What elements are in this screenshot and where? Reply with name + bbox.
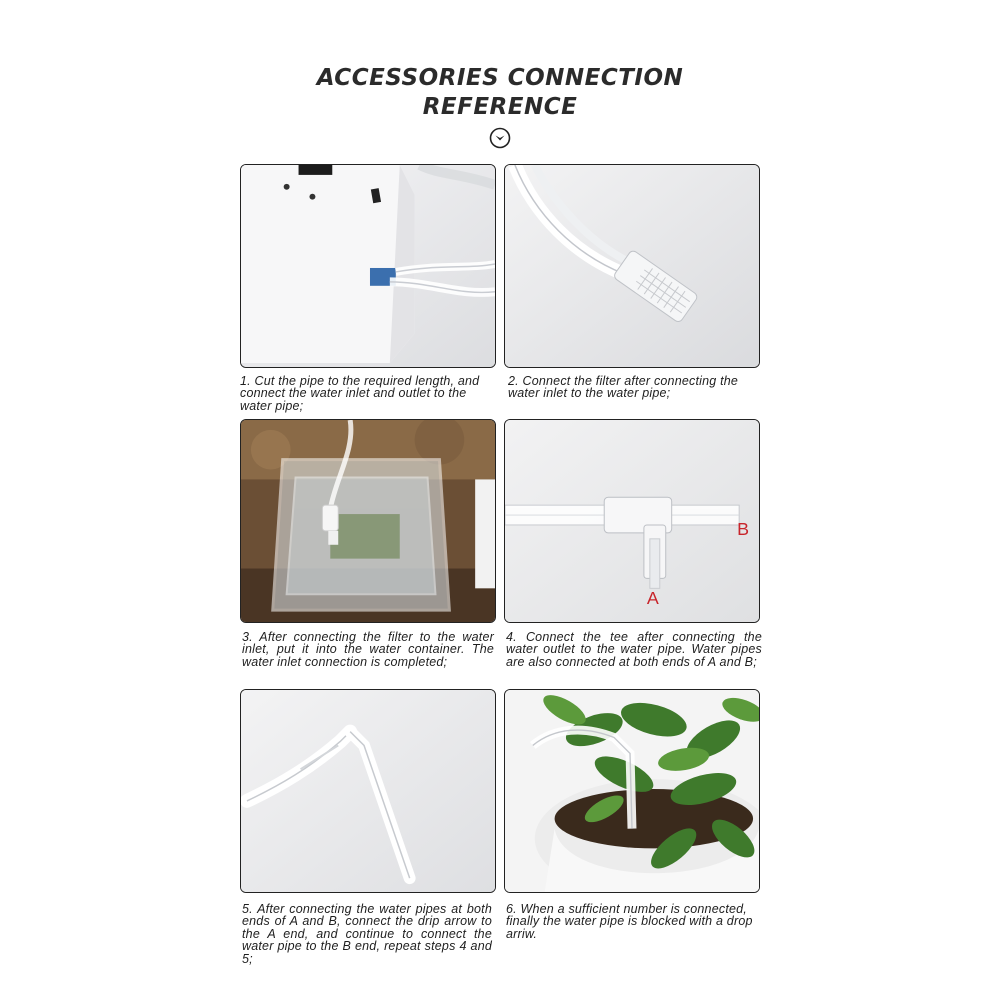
step-2-photo xyxy=(504,164,760,368)
label-b: B xyxy=(737,518,750,539)
page-title-line-1: ACCESSORIES CONNECTION xyxy=(316,65,684,91)
label-a: A xyxy=(646,588,659,609)
step-3-caption: 3. After connecting the filter to the water inlet, put it into the water container. The water inlet connection is completed; xyxy=(242,630,494,669)
chevron-down-circle-icon xyxy=(489,127,511,149)
step-4-photo xyxy=(504,419,760,623)
step-6-caption: 6. When a sufficient number is connected, finally the water pipe is blocked with a drop arriw. xyxy=(506,902,753,941)
step-5-caption: 5. After connecting the water pipes at both ends of A and B, connect the drip arrow to the A end, and continue to connect the water pipe to the B end, repeat steps 4 and 5; xyxy=(242,902,492,966)
step-5-photo xyxy=(240,689,496,893)
step-1-caption: 1. Cut the pipe to the required length, and connect the water inlet and outlet to the water pipe; xyxy=(240,374,480,413)
step-6-photo xyxy=(504,689,760,893)
step-4-caption: 4. Connect the tee after connecting the water outlet to the water pipe. Water pipes are also connected at both ends of A and B; xyxy=(506,630,762,669)
step-1-photo xyxy=(240,164,496,368)
page-title-line-2: REFERENCE xyxy=(422,94,578,120)
step-3-photo xyxy=(240,419,496,623)
step-2-caption: 2. Connect the filter after connecting the water inlet to the water pipe; xyxy=(508,374,739,401)
